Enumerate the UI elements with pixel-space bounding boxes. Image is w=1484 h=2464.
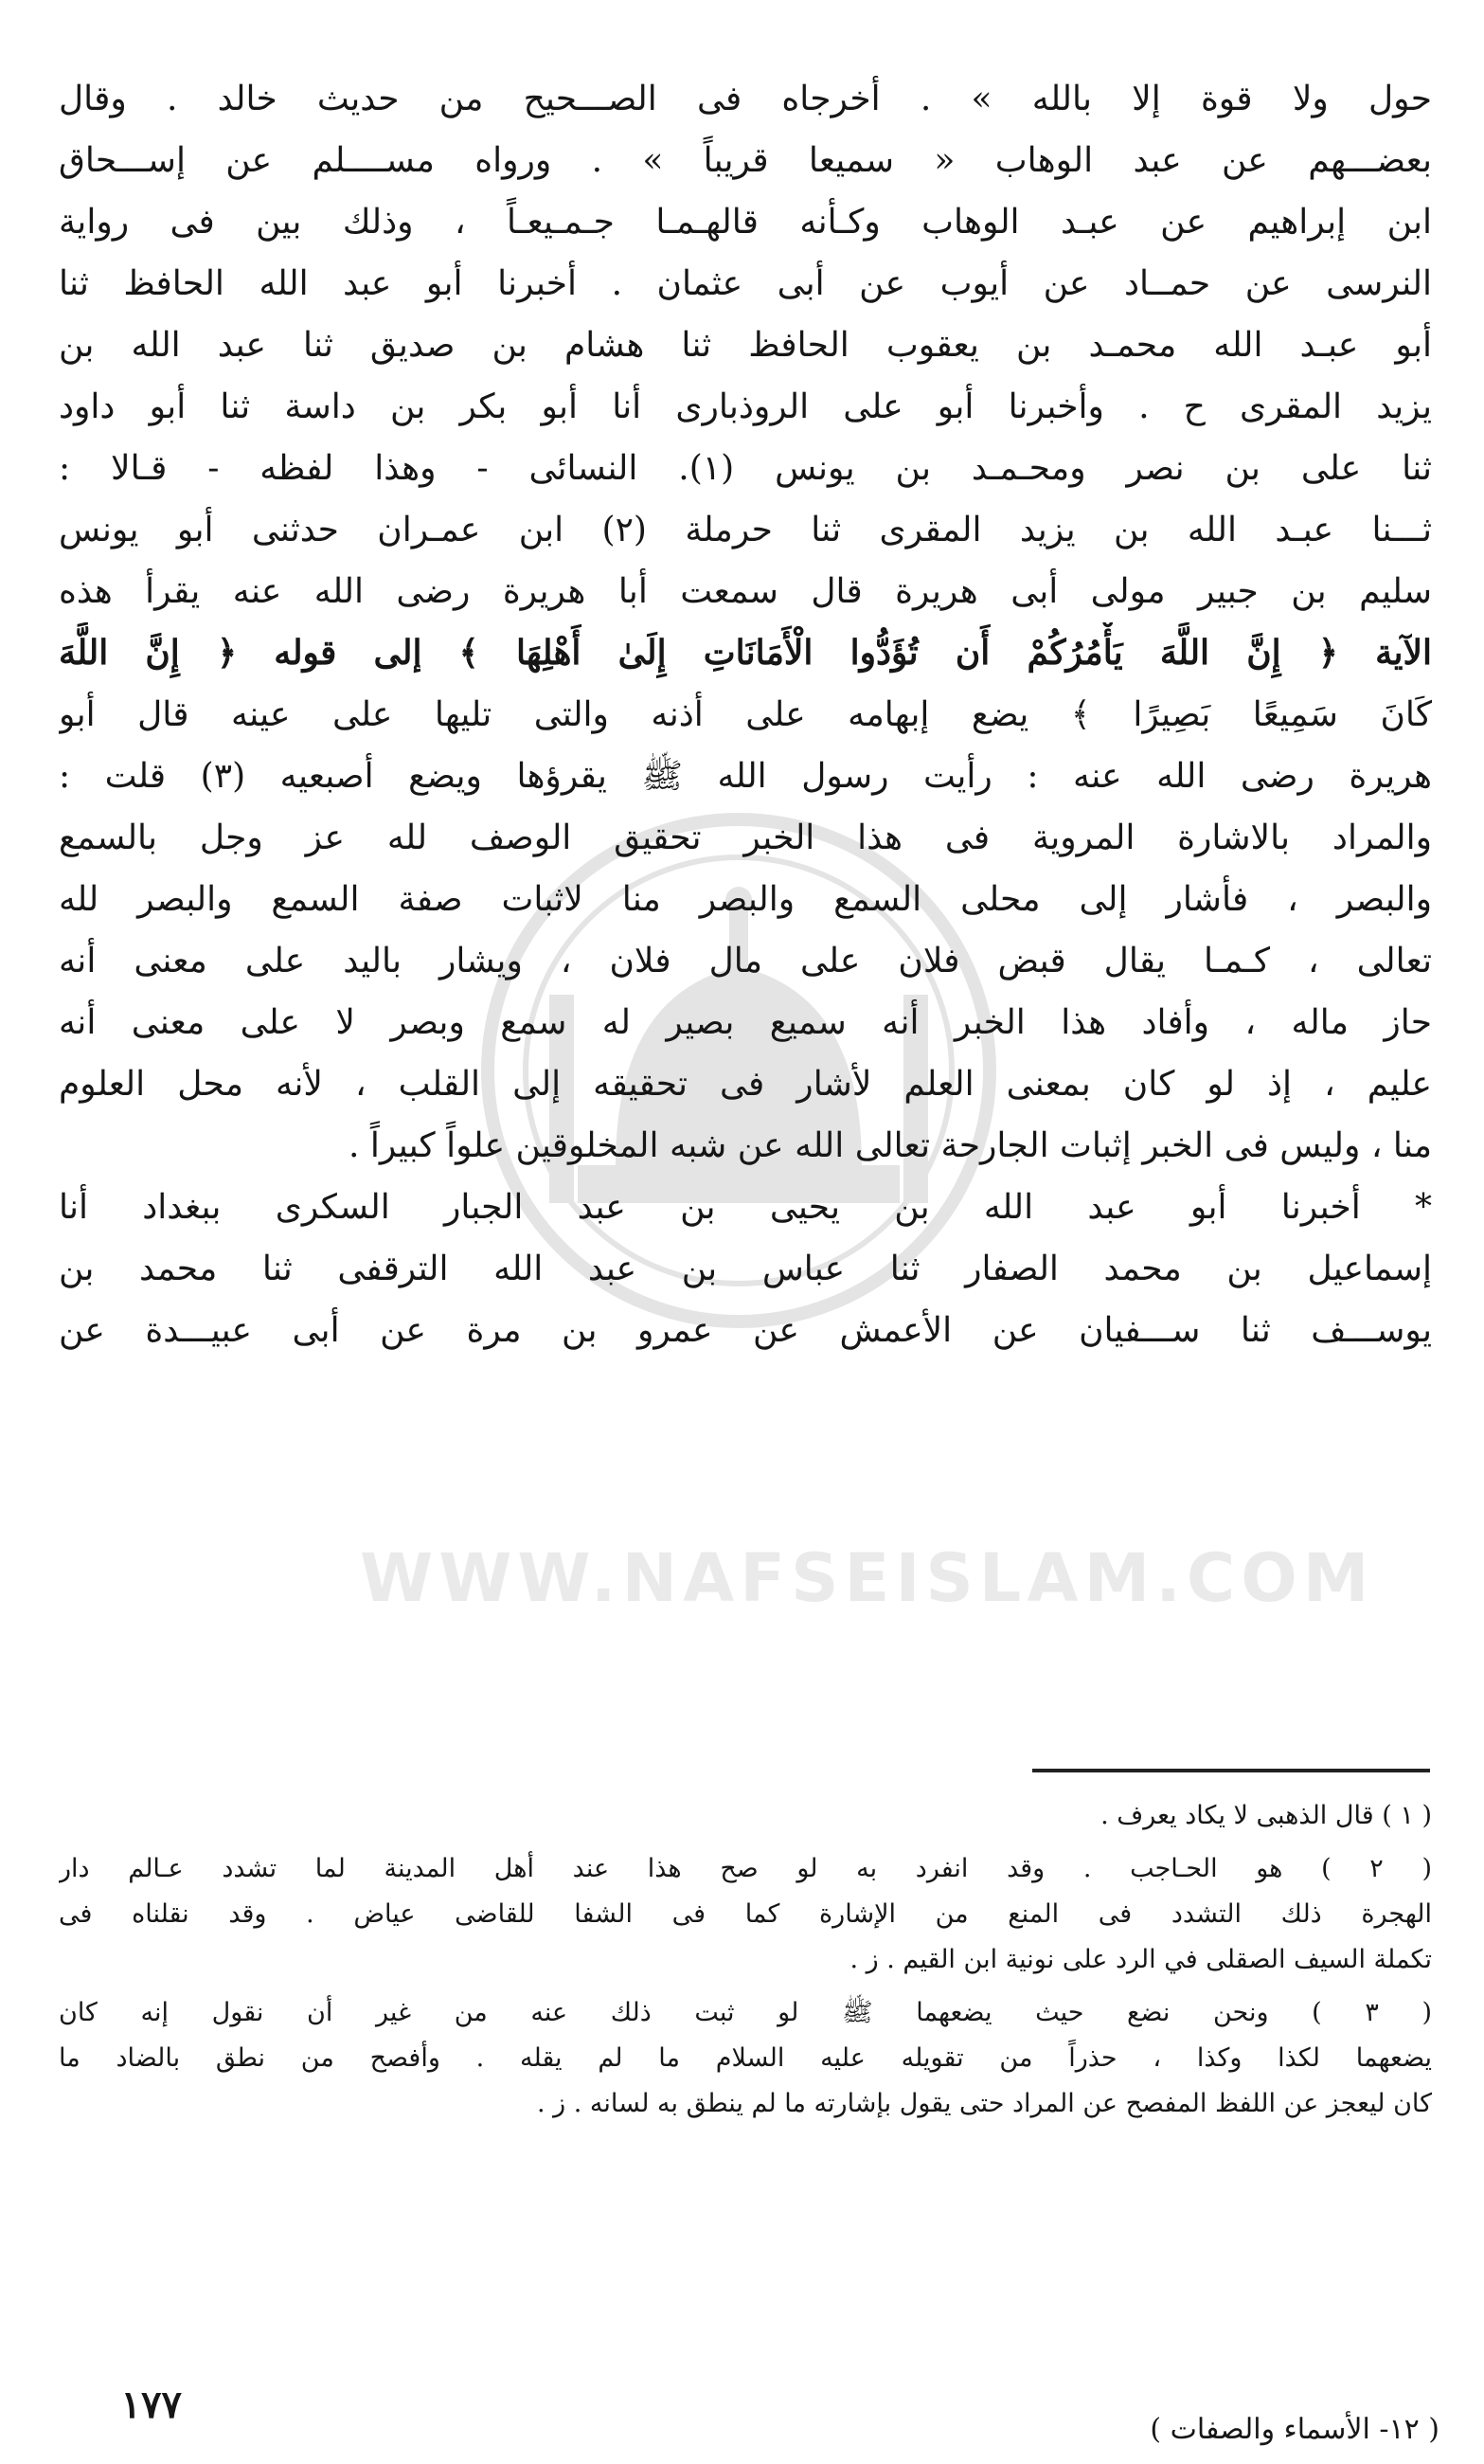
body-line: سليم بن جبير مولى أبى هريرة قال سمعت أبا هريرة رضى الله عنه يقرأ هذه (59, 572, 1432, 611)
book-reference: ( ١٢- الأسماء والصفات ) (1150, 2413, 1439, 2446)
body-line: إسماعيل بن محمد الصفار ثنا عباس بن عبد الله الترقفى ثنا محمد بن (59, 1250, 1432, 1288)
body-line: يوســـف ثنا ســـفيان عن الأعمش عن عمرو بن مرة عن أبى عبيـــدة عن (59, 1311, 1432, 1350)
body-line: منا ، وليس فى الخبر إثبات الجارحة تعالى الله عن شبه المخلوقين علواً كبيراً . (349, 1126, 1432, 1165)
body-line: عليم ، إذ لو كان بمعنى العلم لأشار فى تحقيقه إلى القلب ، لأنه محل العلوم (59, 1065, 1432, 1104)
page-number: ١٧٧ (120, 2383, 182, 2427)
footnote-3: ( ٣ ) ونحن نضع حيث يضعهما ﷺ لو ثبت ذلك عنه من غير أن نقول إنه كان (59, 1998, 1432, 2027)
body-line: حول ولا قوة إلا بالله » . أخرجاه فى الصـــحيح من حديث خالد . وقال (59, 80, 1432, 118)
footnotes (59, 1793, 1432, 2127)
body-line: حاز ماله ، وأفاد هذا الخبر أنه سميع بصير له سمع وبصر لا على معنى أنه (59, 1003, 1432, 1042)
footnote-3: كان ليعجز عن اللفظ المفصح عن المراد حتى يقول بإشارته ما لم ينطق به لسانه . ز . (536, 2089, 1432, 2118)
body-line: ثنا على بن نصر ومحـمـد بن يونس (١). النسائى - وهذا لفظه - قـالا : (59, 449, 1432, 488)
footnote-3: يضعهما لكذا وكذا ، حذراً من تقويله عليه السلام ما لم يقله . وأفصح من نطق بالضاد ما (59, 2043, 1432, 2073)
watermark-url-text: WWW.NAFSEISLAM.COM (360, 1539, 1375, 1617)
footnote-divider (1032, 1769, 1430, 1772)
footnote-2: الهجرة ذلك التشدد فى المنع من الإشارة كما فى الشفا للقاضى عياض . وقد نقلناه فى (59, 1899, 1432, 1929)
body-line: تعالى ، كـمـا يقال قبض فلان على مال فلان ، ويشار باليد على معنى أنه (59, 942, 1432, 980)
body-line: * أخبرنا أبو عبد الله بن يحيى بن عبد الجبار السكرى ببغداد أنا (59, 1188, 1432, 1227)
body-line: النرسى عن حمــاد عن أيوب عن أبى عثمان . أخبرنا أبو عبد الله الحافظ ثنا (59, 264, 1432, 303)
body-line: والمراد بالاشارة المروية فى هذا الخبر تحقيق الوصف لله عز وجل بالسمع (59, 818, 1432, 857)
body-line: ابن إبراهيم عن عبـد الوهاب وكـأنه قالهـمـا جـمـيعـاً ، وذلك بين فى رواية (59, 203, 1432, 242)
quran-verse-line: كَانَ سَمِيعًا بَصِيرًا ﴾ يضع إبهامه على أذنه والتى تليها على عينه قال أبو (59, 695, 1432, 734)
footnote-2: ( ٢ ) هو الحـاجب . وقد انفرد به لو صح هذا عند أهل المدينة لما تشدد عـالم دار (59, 1854, 1432, 1883)
body-line: والبصر ، فأشار إلى محلى السمع والبصر منا لاثبات صفة السمع والبصر لله (59, 880, 1432, 919)
body-line: ثـــنا عبـد الله بن يزيد المقرى ثنا حرملة (٢) ابن عمـران حدثنى أبو يونس (59, 511, 1432, 549)
body-line: يزيد المقرى ح . وأخبرنا أبو على الروذبارى أنا أبو بكر بن داسة ثنا أبو داود (59, 387, 1432, 426)
body-line: بعضـــهم عن عبد الوهاب « سميعا قريباً » . ورواه مســــلم عن إســـحاق (59, 141, 1432, 180)
footnote-2: تكملة السيف الصقلى في الرد على نونية ابن القيم . ز . (849, 1945, 1432, 1974)
body-line: هريرة رضى الله عنه : رأيت رسول الله ﷺ يقرؤها ويضع أصبعيه (٣) قلت : (59, 757, 1432, 796)
main-body-text (59, 68, 1432, 1361)
body-line: أبو عبـد الله محمـد بن يعقوب الحافظ ثنا هشام بن صديق ثنا عبد الله بن (59, 326, 1432, 365)
footnote-1: ( ١ ) قال الذهبى لا يكاد يعرف . (1100, 1801, 1432, 1830)
quran-verse-line: الآية ﴿ إِنَّ اللَّهَ يَأْمُرُكُمْ أَن تُؤَدُّوا الْأَمَانَاتِ إِلَىٰ أَهْلِهَا ﴾ إلى قوله ﴿ إِنَّ اللَّهَ (59, 633, 1432, 673)
